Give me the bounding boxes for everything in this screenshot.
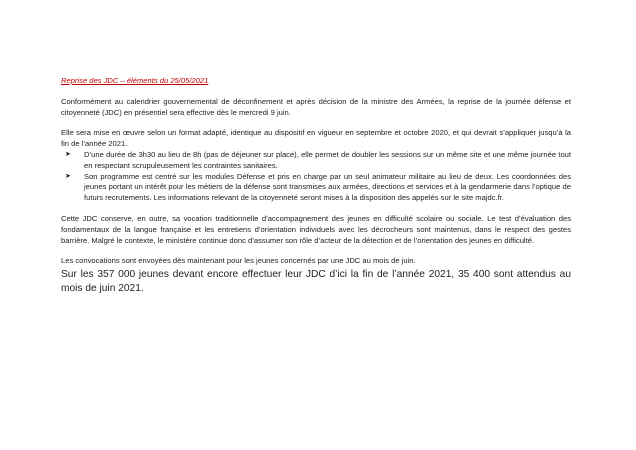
arrow-right-icon: ➤ [65,150,71,158]
paragraph-convocations: Les convocations sont envoyées dès maintenant pour les jeunes concernés par une JDC au mois de juin. [61,256,416,266]
bullet-text: Son programme est centré sur les modules Défense et pris en charge par un seul animateur militaire au lieu de deux. Les coordonnées des jeunes portant un intérêt pour les métiers de la défense sont transmises aux armées, directions et services et à la gendarmerie dans l’optique de futurs recrutements. Les informations relevant de la citoyenneté seront mises à la disposition des appelés sur le site majdc.fr. [84,171,571,203]
list-item [61,150,571,172]
bullet-list [61,150,571,204]
paragraph-vocation: Cette JDC conserve, en outre, sa vocation traditionnelle d’accompagnement des jeunes en difficulté scolaire ou sociale. Le test d’évaluation des fondamentaux de la langue française et les entretiens d’orientation individuels avec les décrocheurs sont maintenus, dans le respect des gestes barrière. Malgré le contexte, le ministère continue donc d’assumer son rôle d’acteur de la détection et de l’orientation des jeunes en difficulté. [61,213,571,245]
paragraph-format: Elle sera mise en œuvre selon un format adapté, identique au dispositif en vigueur en septembre et octobre 2020, et qui devrait s’appliquer jusqu’à la fin de l’année 2021. [61,128,571,149]
paragraph-reprise: Conformément au calendrier gouvernemental de déconfinement et après décision de la ministre des Armées, la reprise de la journée défense et citoyenneté (JDC) en présentiel sera effective dès le mercredi 9 juin. [61,96,571,117]
arrow-right-icon: ➤ [65,172,71,180]
document-body [61,76,571,295]
document-heading: Reprise des JDC – éléments du 25/05/2021 [61,76,209,85]
bullet-text: D’une durée de 3h30 au lieu de 8h (pas de déjeuner sur place), elle permet de doubler les sessions sur un même site et une même journée tout en respectant scrupuleusement les contraintes sanitaires. [84,149,571,170]
list-item [61,172,571,204]
paragraph-statistics: Sur les 357 000 jeunes devant encore effectuer leur JDC d’ici la fin de l’année 2021, 35 400 sont attendus au mois de juin 2021. [61,269,571,294]
